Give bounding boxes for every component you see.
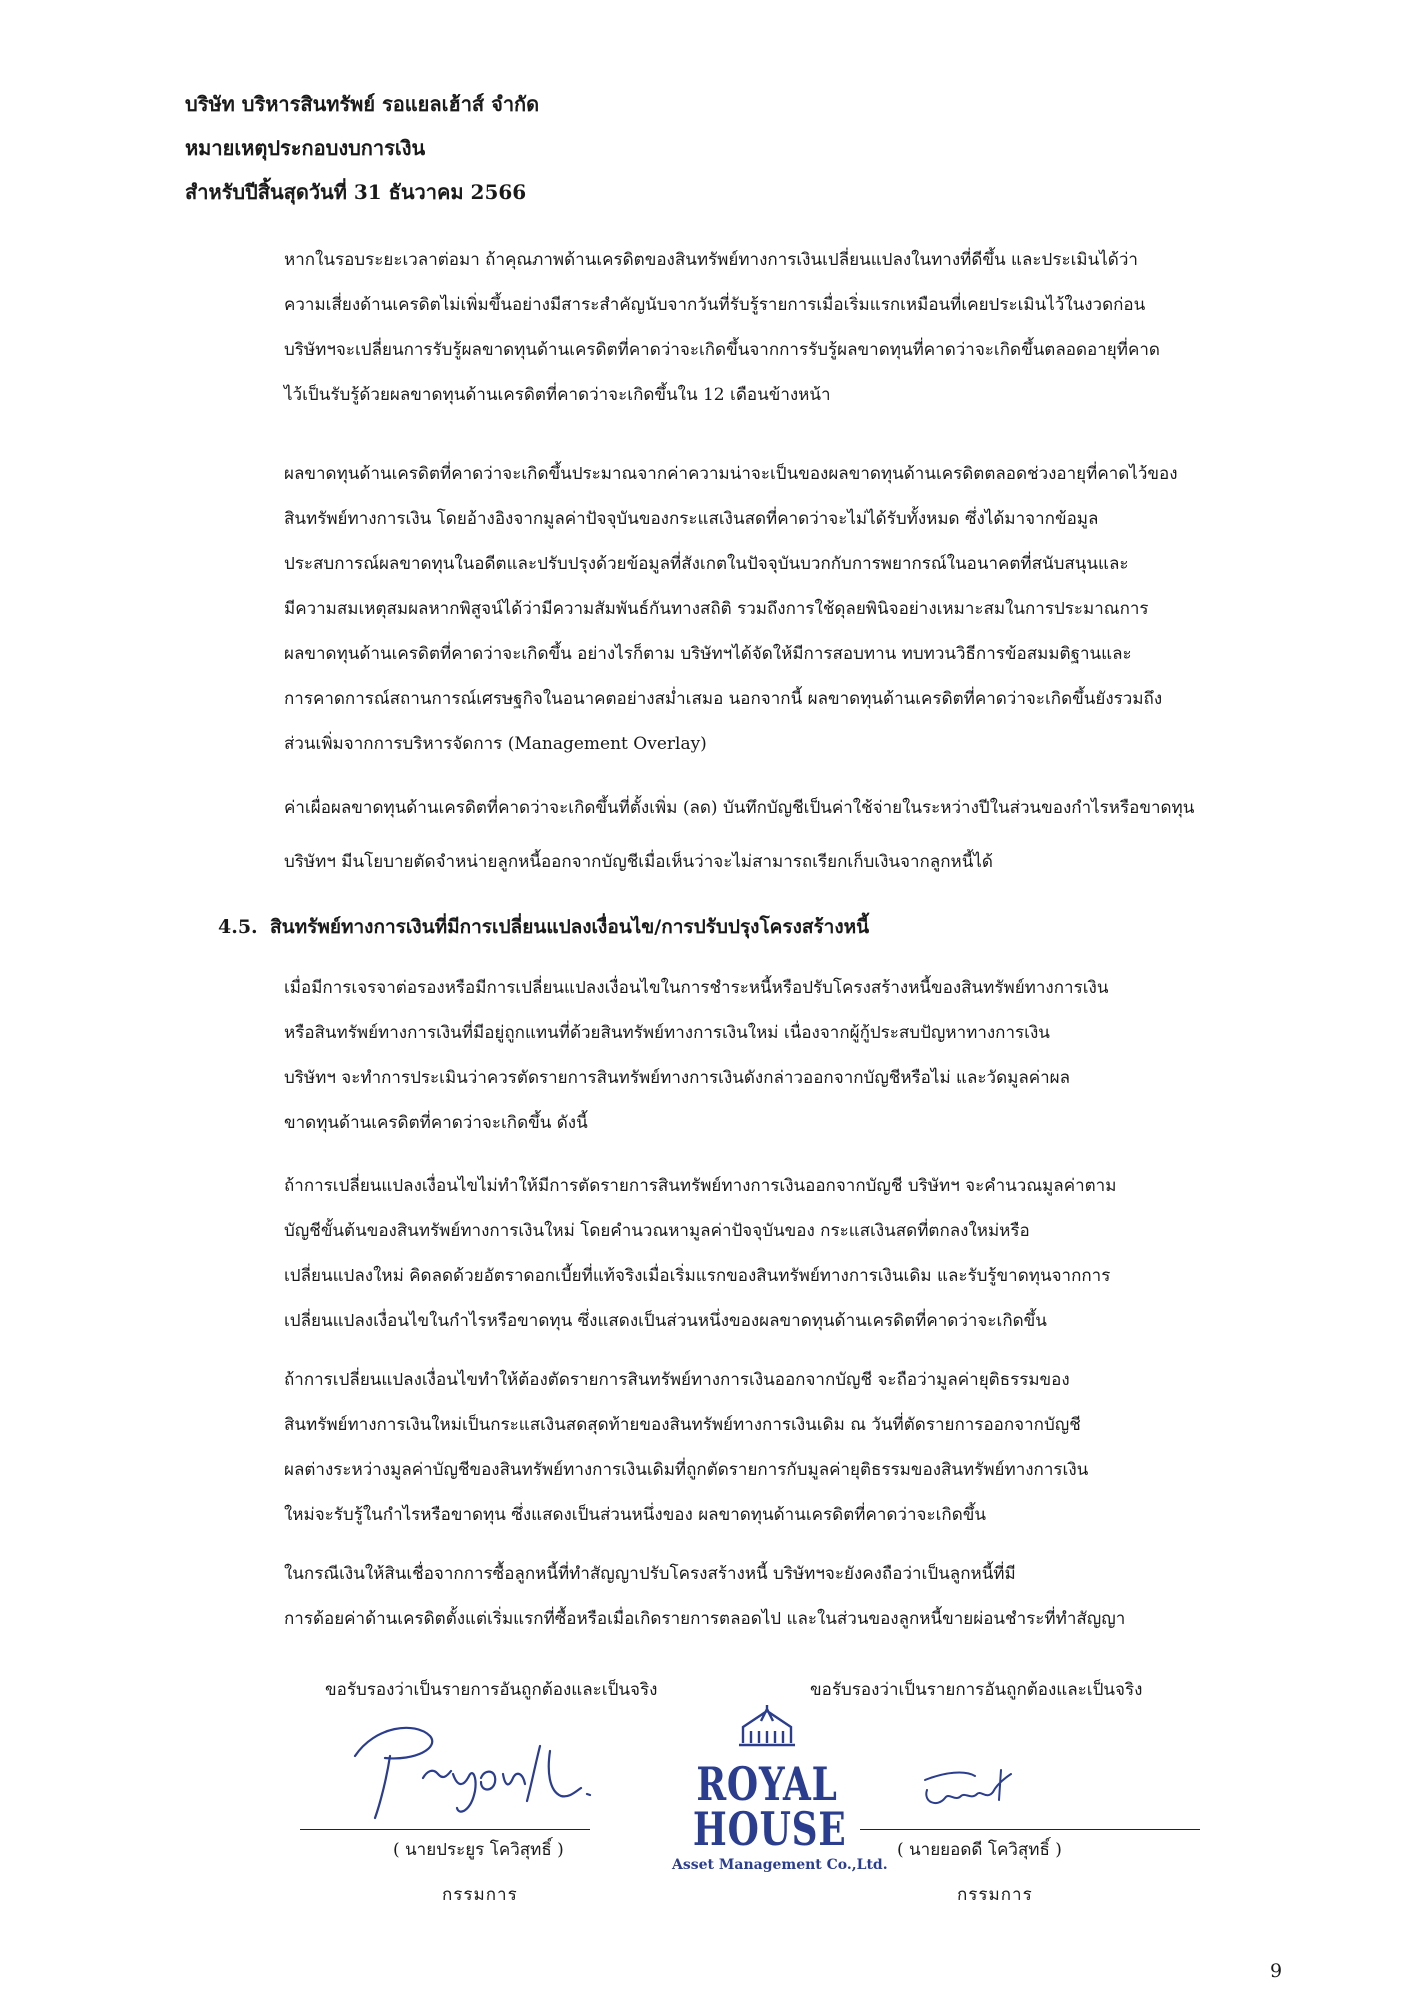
text-line: ผลขาดทุนด้านเครดิตที่คาดว่าจะเกิดขึ้นประมาณจากค่าความน่าจะเป็นของผลขาดทุนด้านเครดิตตลอดช่วงอายุที่คาดไว้ของ [284, 464, 1178, 484]
section-heading [218, 912, 869, 942]
text-line: เปลี่ยนแปลงใหม่ คิดลดด้วยอัตราดอกเบี้ยที่แท้จริงเมื่อเริ่มแรกของสินทรัพย์ทางการเงินเดิม และรับรู้ขาดทุนจากการ [284, 1266, 1111, 1286]
signer-name-left: ( นายประยูร โควิสุทธิ์ ) [393, 1840, 564, 1860]
text-line: ผลขาดทุนด้านเครดิตที่คาดว่าจะเกิดขึ้น อย่างไรก็ตาม บริษัทฯได้จัดให้มีการสอบทาน ทบทวนวิธีการข้อสมมติฐานและ [284, 644, 1132, 664]
page-number: 9 [1270, 1960, 1283, 1982]
company-seal [672, 1703, 888, 1911]
signer-name-right: ( นายยอดดี โควิสุทธิ์ ) [897, 1840, 1062, 1860]
text-line: ถ้าการเปลี่ยนแปลงเงื่อนไขไม่ทำให้มีการตัดรายการสินทรัพย์ทางการเงินออกจากบัญชี บริษัทฯ จะคำนวณมูลค่าตาม [284, 1176, 1117, 1196]
paragraph-renegotiation [284, 966, 1290, 1146]
paragraph-purchased-loans [284, 1552, 1290, 1642]
text-line: เมื่อมีการเจรจาต่อรองหรือมีการเปลี่ยนแปลงเงื่อนไขในการชำระหนี้หรือปรับโครงสร้างหนี้ของสินทรัพย์ทางการเงิน [284, 978, 1109, 998]
text-line: บริษัทฯ มีนโยบายตัดจำหน่ายลูกหนี้ออกจากบัญชีเมื่อเห็นว่าจะไม่สามารถเรียกเก็บเงินจากลูกหนี้ได้ [284, 852, 993, 872]
section-title: สินทรัพย์ทางการเงินที่มีการเปลี่ยนแปลงเงื่อนไข/การปรับปรุงโครงสร้างหนี้ [270, 916, 870, 938]
text-line: สินทรัพย์ทางการเงินใหม่เป็นกระแสเงินสดสุดท้ายของสินทรัพย์ทางการเงินเดิม ณ วันที่ตัดรายการออกจากบัญชี [284, 1415, 1081, 1435]
text-line: ในกรณีเงินให้สินเชื่อจากการซื้อลูกหนี้ที่ทำสัญญาปรับโครงสร้างหนี้ บริษัทฯจะยังคงถือว่าเป็นลูกหนี้ที่มี [284, 1564, 1016, 1584]
signer-role-left: กรรมการ [442, 1885, 518, 1905]
signer-role-right: กรรมการ [957, 1885, 1033, 1905]
text-line: สินทรัพย์ทางการเงิน โดยอ้างอิงจากมูลค่าปัจจุบันของกระแสเงินสดที่คาดว่าจะไม่ได้รับทั้งหมด ซึ่งได้มาจากข้อมูล [284, 509, 1099, 529]
document-title: หมายเหตุประกอบงบการเงิน [185, 136, 426, 160]
seal-subtitle: Asset Management Co.,Ltd. [672, 1857, 888, 1873]
certification-left: ขอรับรองว่าเป็นรายการอันถูกต้องและเป็นจริง [325, 1680, 658, 1700]
paragraph-derecognition [284, 1358, 1290, 1538]
text-line: ขาดทุนด้านเครดิตที่คาดว่าจะเกิดขึ้น ดังนี้ [284, 1113, 588, 1133]
section-number: 4.5. [218, 916, 258, 938]
paragraph-no-derecognition [284, 1164, 1290, 1344]
text-line: ใหม่จะรับรู้ในกำไรหรือขาดทุน ซึ่งแสดงเป็นส่วนหนึ่งของ ผลขาดทุนด้านเครดิตที่คาดว่าจะเกิดขึ้น [284, 1505, 986, 1525]
document-header [185, 82, 539, 214]
text-line: ถ้าการเปลี่ยนแปลงเงื่อนไขทำให้ต้องตัดรายการสินทรัพย์ทางการเงินออกจากบัญชี จะถือว่ามูลค่ายุติธรรมของ [284, 1370, 1070, 1390]
building-icon [737, 1703, 797, 1751]
text-line: ไว้เป็นรับรู้ด้วยผลขาดทุนด้านเครดิตที่คาดว่าจะเกิดขึ้นใน 12 เดือนข้างหน้า [284, 385, 831, 405]
text-line: เปลี่ยนแปลงเงื่อนไขในกำไรหรือขาดทุน ซึ่งแสดงเป็นส่วนหนึ่งของผลขาดทุนด้านเครดิตที่คาดว่าจะเกิดขึ้น [284, 1311, 1047, 1331]
text-line: ประสบการณ์ผลขาดทุนในอดีตและปรับปรุงด้วยข้อมูลที่สังเกตในปัจจุบันบวกกับการพยากรณ์ในอนาคตที่สนับสนุนและ [284, 554, 1129, 574]
paragraph-write-off [284, 840, 1290, 885]
paragraph-ecl-estimation [284, 452, 1290, 767]
text-line: ผลต่างระหว่างมูลค่าบัญชีของสินทรัพย์ทางการเงินเดิมที่ถูกตัดรายการกับมูลค่ายุติธรรมของสินทรัพย์ทางการเงิน [284, 1460, 1089, 1480]
text-line: บริษัทฯ จะทำการประเมินว่าควรตัดรายการสินทรัพย์ทางการเงินดังกล่าวออกจากบัญชีหรือไม่ และวัดมูลค่าผล [284, 1068, 1071, 1088]
reporting-period: สำหรับปีสิ้นสุดวันที่ 31 ธันวาคม 2566 [185, 180, 527, 204]
company-name: บริษัท บริหารสินทรัพย์ รอแยลเฮ้าส์ จำกัด [185, 92, 540, 116]
certification-right: ขอรับรองว่าเป็นรายการอันถูกต้องและเป็นจริง [810, 1680, 1143, 1700]
seal-line-2: HOUSE [692, 1802, 847, 1856]
signature-left [335, 1716, 615, 1826]
text-line: หากในรอบระยะเวลาต่อมา ถ้าคุณภาพด้านเครดิตของสินทรัพย์ทางการเงินเปลี่ยนแปลงในทางที่ดีขึ้น และประเมินได้ว่า [284, 250, 1138, 270]
seal-line-1: ROYAL [696, 1757, 838, 1811]
text-line: บัญชีขั้นต้นของสินทรัพย์ทางการเงินใหม่ โดยคำนวณหามูลค่าปัจจุบันของ กระแสเงินสดที่ตกลงใหม่หรือ [284, 1221, 1030, 1241]
text-line: บริษัทฯจะเปลี่ยนการรับรู้ผลขาดทุนด้านเครดิตที่คาดว่าจะเกิดขึ้นจากการรับรู้ผลขาดทุนที่คาดว่าจะเกิดขึ้นตลอดอายุที่คาด [284, 340, 1160, 360]
text-line: การด้อยค่าด้านเครดิตตั้งแต่เริ่มแรกที่ซื้อหรือเมื่อเกิดรายการตลอดไป และในส่วนของลูกหนี้ขายผ่อนชำระที่ทำสัญญา [284, 1609, 1126, 1629]
paragraph-credit-improvement [284, 238, 1290, 418]
text-line: การคาดการณ์สถานการณ์เศรษฐกิจในอนาคตอย่างสม่ำเสมอ นอกจากนี้ ผลขาดทุนด้านเครดิตที่คาดว่าจะเกิดขึ้นยังรวมถึง [284, 689, 1163, 709]
text-line: ค่าเผื่อผลขาดทุนด้านเครดิตที่คาดว่าจะเกิดขึ้นที่ตั้งเพิ่ม (ลด) บันทึกบัญชีเป็นค่าใช้จ่ายในระหว่างปีในส่วนของกำไรหรือขาดทุน [284, 798, 1195, 818]
text-line: ความเสี่ยงด้านเครดิตไม่เพิ่มขึ้นอย่างมีสาระสำคัญนับจากวันที่รับรู้รายการเมื่อเริ่มแรกเหมือนที่เคยประเมินไว้ในงวดก่อน [284, 295, 1146, 315]
signature-line-right [860, 1829, 1200, 1830]
paragraph-allowance [284, 786, 1290, 831]
text-line: ส่วนเพิ่มจากการบริหารจัดการ (Management Overlay) [284, 734, 707, 754]
text-line: หรือสินทรัพย์ทางการเงินที่มีอยู่ถูกแทนที่ด้วยสินทรัพย์ทางการเงินใหม่ เนื่องจากผู้กู้ประสบปัญหาทางการเงิน [284, 1023, 1050, 1043]
text-line: มีความสมเหตุสมผลหากพิสูจน์ได้ว่ามีความสัมพันธ์กันทางสถิติ รวมถึงการใช้ดุลยพินิจอย่างเหมาะสมในการประมาณการ [284, 599, 1149, 619]
signature-right [915, 1760, 1035, 1820]
signature-line-left [300, 1829, 590, 1830]
